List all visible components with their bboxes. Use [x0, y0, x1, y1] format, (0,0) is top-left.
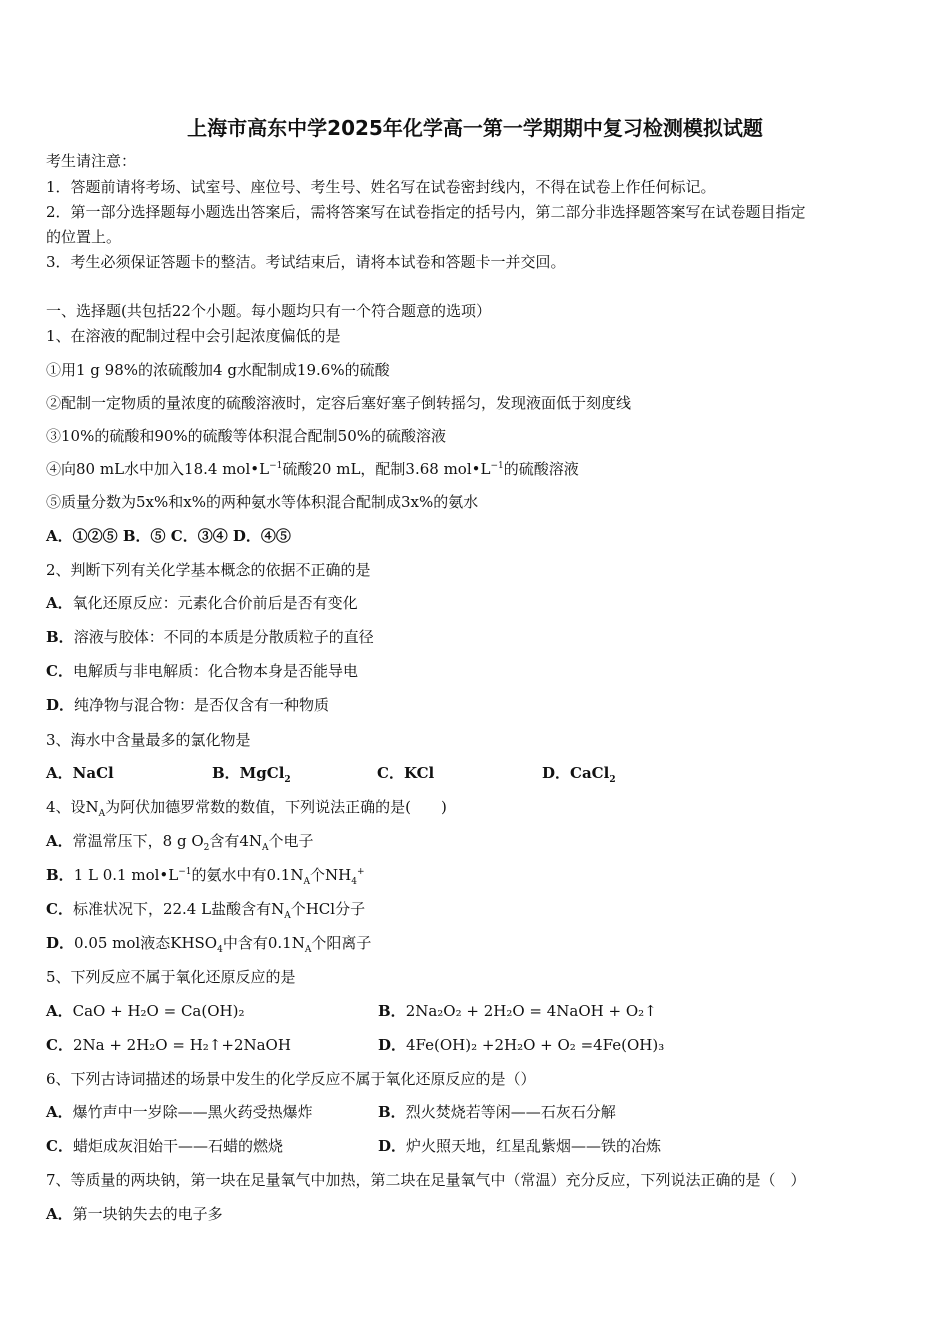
q2-option-b: B．溶液与胶体：不同的本质是分散质粒子的直径	[46, 628, 374, 646]
q2-option-c: C．电解质与非电解质：化合物本身是否能导电	[46, 662, 358, 680]
q1-statement-4: ④向80 mL水中加入18.4 $mol•L^{-1}$硫酸20 mL，配制3.68 $mol•L^{-1}$的硫酸溶液	[46, 460, 579, 478]
q4-option-c: C．标准状况下，22.4 L盐酸含有$N_A$个HCl分子	[46, 900, 366, 921]
section-heading: 一、选择题(共包括22个小题。每小题均只有一个符合题意的选项）	[46, 302, 491, 320]
q4-option-a: A．常温常压下，8 g $O_2$含有$4N_A$个电子	[46, 832, 314, 853]
q3-option-b: B．MgCl$_2$	[212, 764, 291, 785]
q3-option-d: D．CaCl$_2$	[542, 764, 616, 785]
question-5-stem: 5、下列反应不属于氧化还原反应的是	[46, 968, 296, 986]
q5-option-d: D．4Fe(OH)₂ +2H₂O + O₂ =4Fe(OH)₃	[378, 1036, 665, 1054]
notice-item: 的位置上。	[46, 228, 122, 246]
question-7-stem: 7、等质量的两块钠，第一块在足量氧气中加热，第二块在足量氧气中（常温）充分反应，下列说法正确的是（ ）	[46, 1171, 806, 1189]
q4-option-d: D．0.05 mol液态$KHSO_4$中含有$0.1N_A$个阳离子	[46, 934, 372, 955]
q4-option-b: B．1 L 0.1 $mol•L^{-1}$的氨水中有$0.1N_A$个$NH_4^+$	[46, 866, 365, 887]
question-3-stem: 3、海水中含量最多的氯化物是	[46, 731, 251, 749]
q3-option-a: A．NaCl	[46, 764, 114, 782]
q2-option-a: A．氧化还原反应：元素化合价前后是否有变化	[46, 594, 358, 612]
notice-item: 2．第一部分选择题每小题选出答案后，需将答案写在试卷指定的括号内，第二部分非选择题答案写在试卷题目指定	[46, 203, 806, 221]
q5-option-b: B．2Na₂O₂ + 2H₂O = 4NaOH + O₂↑	[378, 1002, 657, 1020]
page-title: 上海市高东中学2025年化学高一第一学期期中复习检测模拟试题	[187, 116, 763, 140]
q5-option-c: C．2Na + 2H₂O = H₂↑+2NaOH	[46, 1036, 291, 1054]
notice-item: 3．考生必须保证答题卡的整洁。考试结束后，请将本试卷和答题卡一并交回。	[46, 253, 566, 271]
q1-statement-3: ③10%的硫酸和90%的硫酸等体积混合配制50%的硫酸溶液	[46, 427, 447, 445]
q6-option-b: B．烈火焚烧若等闲——石灰石分解	[378, 1103, 616, 1121]
q7-option-a: A．第一块钠失去的电子多	[46, 1205, 223, 1223]
q1-options: A．①②⑤ B．⑤ C．③④ D．④⑤	[46, 527, 291, 545]
q5-option-a: A．CaO + H₂O = Ca(OH)₂	[46, 1002, 245, 1020]
q1-statement-5: ⑤质量分数为5x%和x%的两种氨水等体积混合配制成3x%的氨水	[46, 493, 479, 511]
q1-statement-1: ①用1 g 98%的浓硫酸加4 g水配制成19.6%的硫酸	[46, 361, 390, 379]
question-4-stem: 4、设$N_A$为阿伏加德罗常数的数值，下列说法正确的是( )	[46, 798, 447, 819]
question-6-stem: 6、下列古诗词描述的场景中发生的化学反应不属于氧化还原反应的是（）	[46, 1070, 536, 1088]
q6-option-a: A．爆竹声中一岁除——黑火药受热爆炸	[46, 1103, 313, 1121]
q1-statement-2: ②配制一定物质的量浓度的硫酸溶液时，定容后塞好塞子倒转摇匀，发现液面低于刻度线	[46, 394, 632, 412]
notice-item: 1．答题前请将考场、试室号、座位号、考生号、姓名写在试卷密封线内，不得在试卷上作任何标记。	[46, 178, 716, 196]
q2-option-d: D．纯净物与混合物：是否仅含有一种物质	[46, 696, 330, 714]
q6-option-c: C．蜡炬成灰泪始干——石蜡的燃烧	[46, 1137, 283, 1155]
q6-option-d: D．炉火照天地，红星乱紫烟——铁的冶炼	[378, 1137, 662, 1155]
question-1-stem: 1、在溶液的配制过程中会引起浓度偏低的是	[46, 327, 341, 345]
question-2-stem: 2、判断下列有关化学基本概念的依据不正确的是	[46, 561, 371, 579]
notice-heading: 考生请注意：	[46, 152, 137, 170]
q3-option-c: C．KCl	[377, 764, 435, 782]
